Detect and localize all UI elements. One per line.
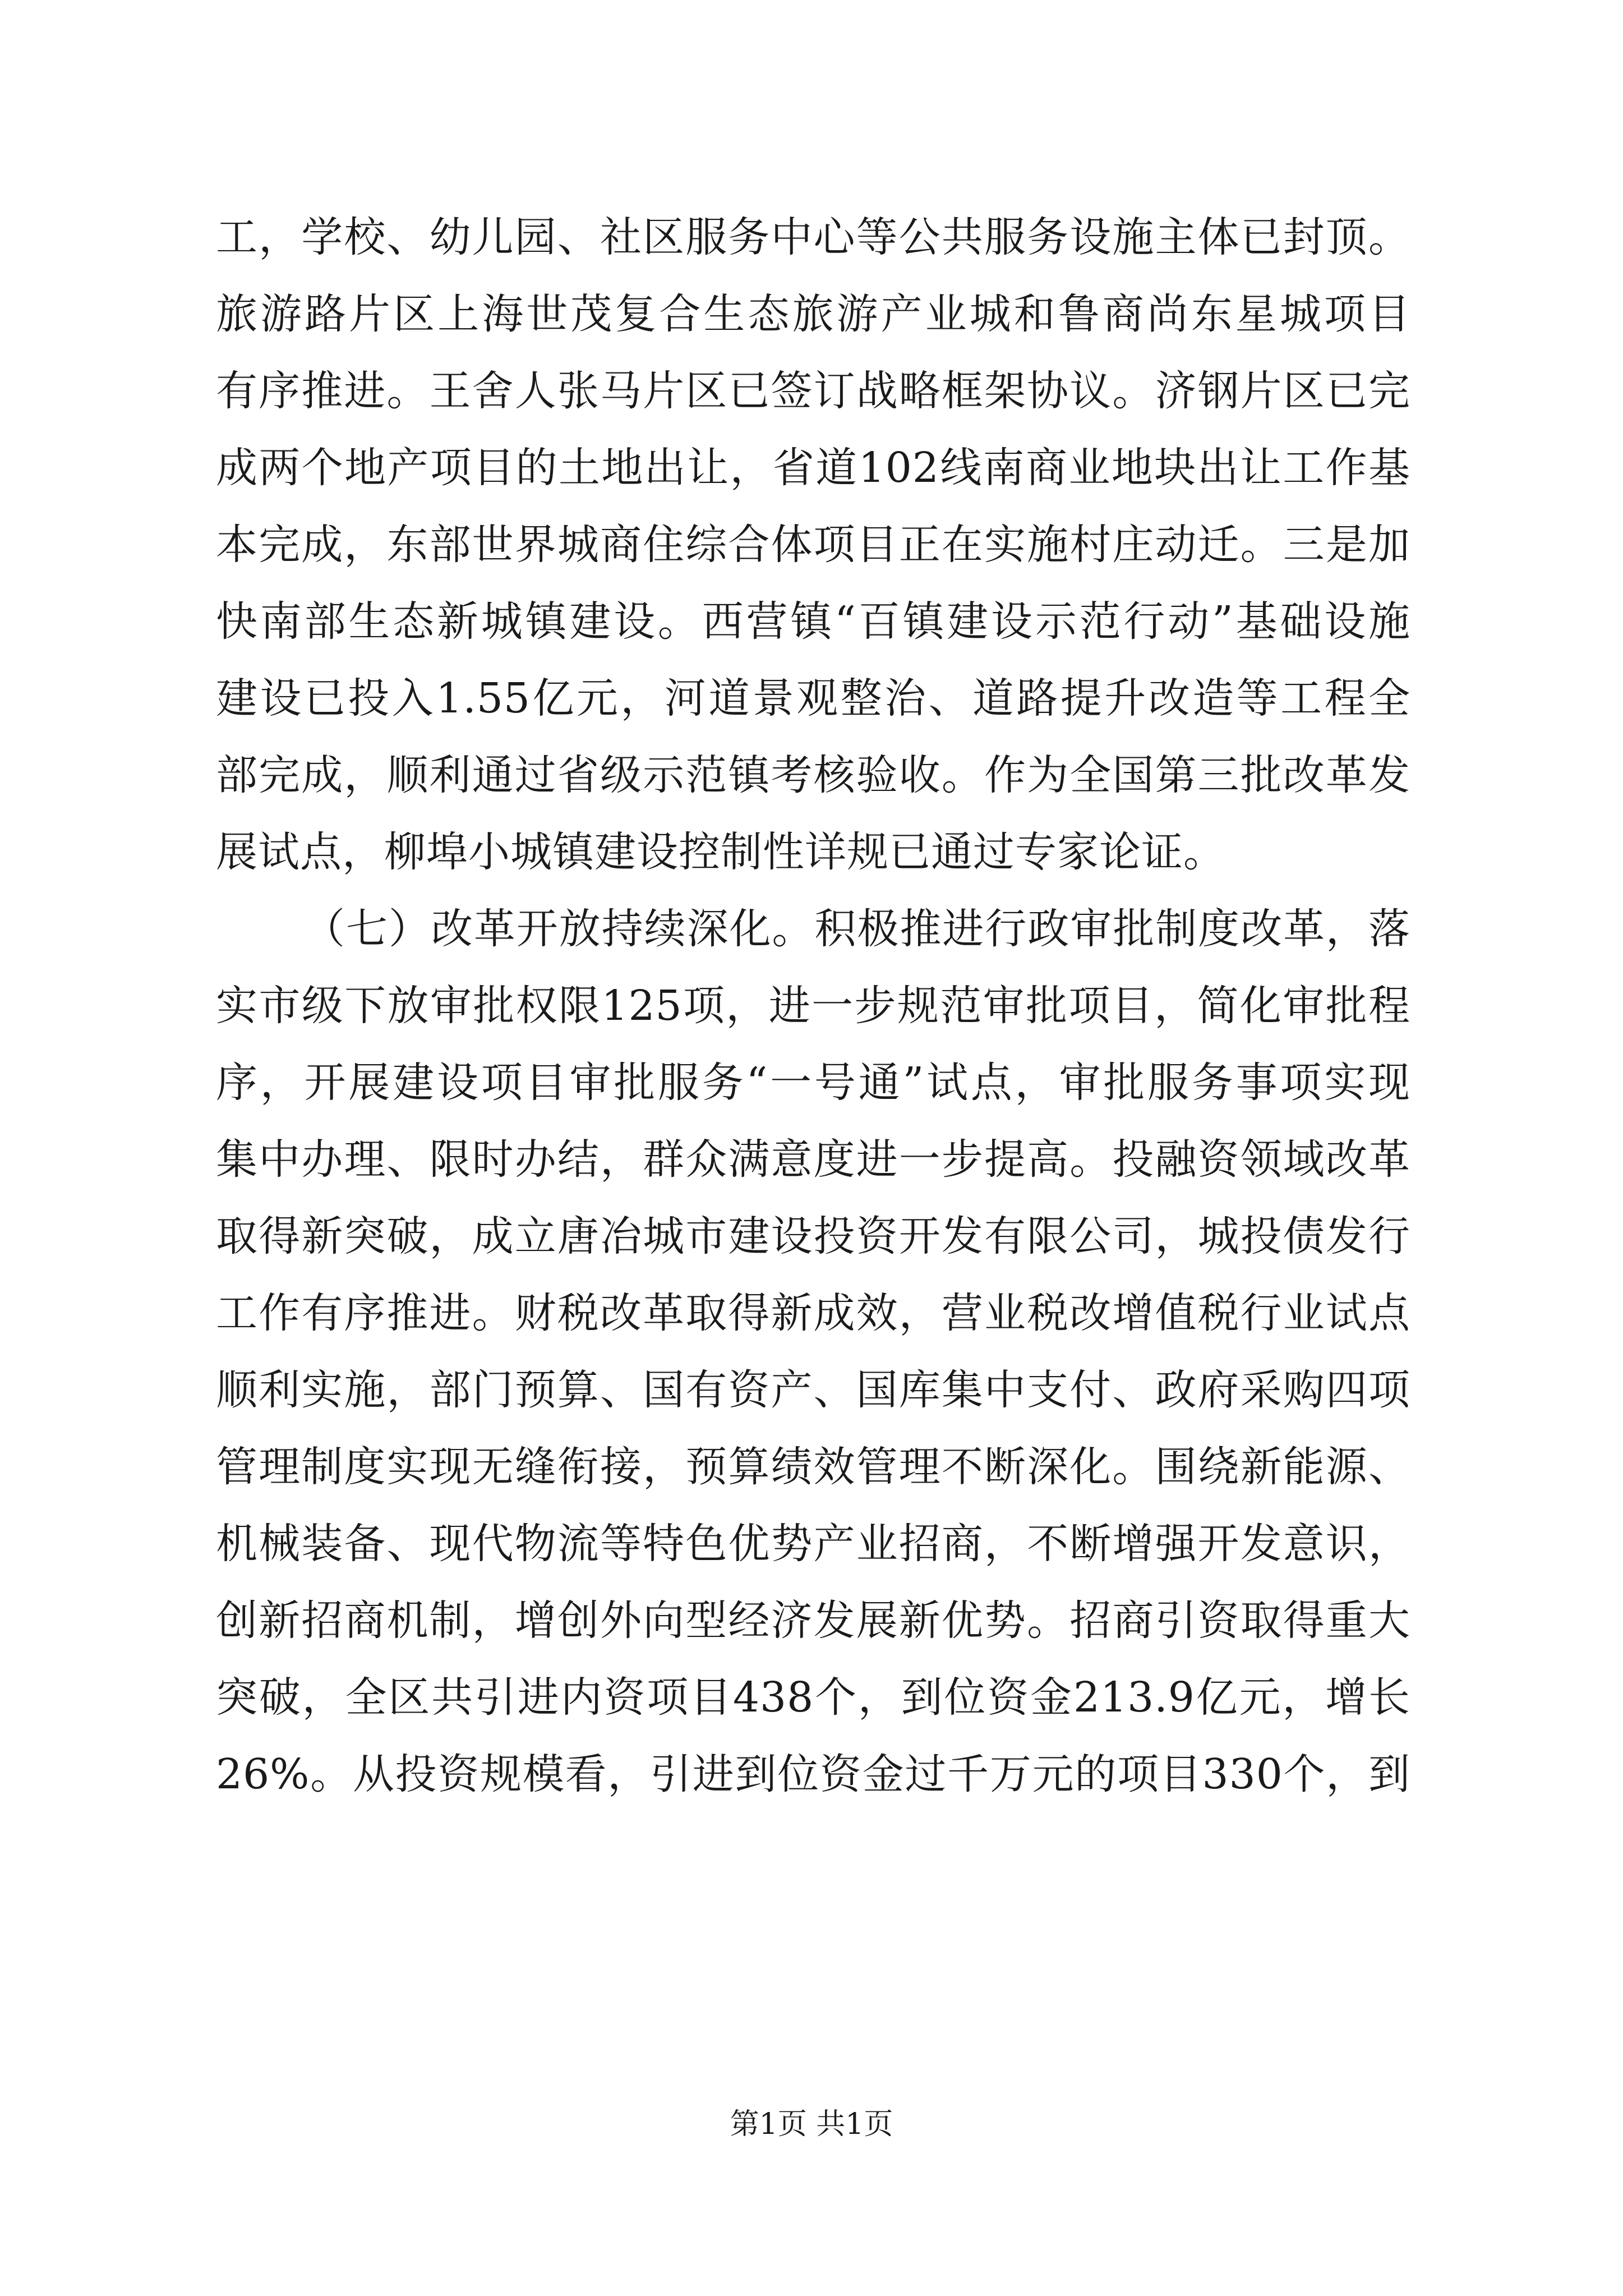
text-line: 26%。从投资规模看，引进到位资金过千万元的项目330个，到 <box>216 1750 1410 1798</box>
text-line: 顺利实施，部门预算、国有资产、国库集中支付、政府采购四项 <box>216 1366 1410 1414</box>
text-line: 突破，全区共引进内资项目438个，到位资金213.9亿元，增长 <box>216 1673 1410 1722</box>
document-body <box>216 199 1410 1813</box>
text-line: 机械装备、现代物流等特色优势产业招商，不断增强开发意识， <box>216 1520 1410 1568</box>
text-line: 工，学校、幼儿园、社区服务中心等公共服务设施主体已封顶。 <box>216 213 1410 261</box>
text-line: 建设已投入1.55亿元，河道景观整治、道路提升改造等工程全 <box>216 674 1410 723</box>
text-line: 创新招商机制，增创外向型经济发展新优势。招商引资取得重大 <box>216 1596 1410 1645</box>
text-line: 集中办理、限时办结，群众满意度进一步提高。投融资领域改革 <box>216 1135 1410 1184</box>
text-line: 管理制度实现无缝衔接，预算绩效管理不断深化。围绕新能源、 <box>216 1443 1410 1491</box>
text-line: 本完成，东部世界城商住综合体项目正在实施村庄动迁。三是加 <box>216 521 1410 569</box>
text-line: 快南部生态新城镇建设。西营镇“百镇建设示范行动”基础设施 <box>216 597 1410 646</box>
text-line: 成两个地产项目的土地出让，省道102线南商业地块出让工作基 <box>216 444 1410 492</box>
text-line: 展试点，柳埠小城镇建设控制性详规已通过专家论证。 <box>216 828 1225 876</box>
text-line: 取得新突破，成立唐冶城市建设投资开发有限公司，城投债发行 <box>216 1212 1410 1260</box>
text-line: 有序推进。王舍人张马片区已签订战略框架协议。济钢片区已完 <box>216 367 1410 415</box>
paragraph-first-line: （七）改革开放持续深化。积极推进行政审批制度改革，落 <box>303 905 1410 953</box>
text-line: 部完成，顺利通过省级示范镇考核验收。作为全国第三批改革发 <box>216 751 1410 799</box>
text-line: 旅游路片区上海世茂复合生态旅游产业城和鲁商尚东星城项目 <box>216 290 1410 338</box>
text-line: 工作有序推进。财税改革取得新成效，营业税改增值税行业试点 <box>216 1289 1410 1337</box>
text-line: 序，开展建设项目审批服务“一号通”试点，审批服务事项实现 <box>216 1059 1410 1107</box>
text-line: 实市级下放审批权限125项，进一步规范审批项目，简化审批程 <box>216 982 1410 1030</box>
page-footer: 第1页 共1页 <box>730 2108 893 2141</box>
